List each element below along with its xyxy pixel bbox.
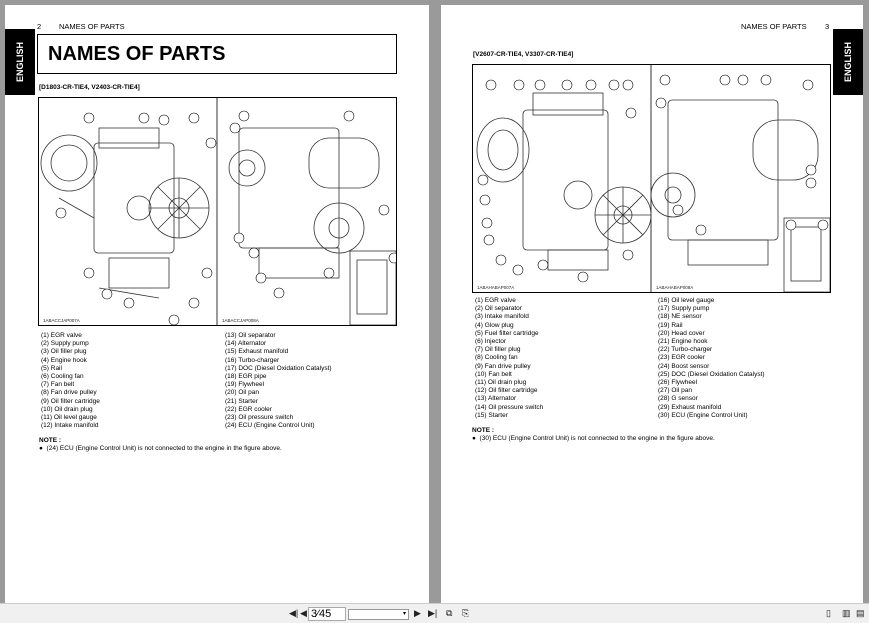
list-item: (13) Oil separator (225, 332, 276, 339)
list-item: (11) Oil level gauge (41, 414, 97, 422)
list-item: (11) Oil drain plug (475, 379, 527, 387)
list-item: (22) EGR cooler (225, 405, 272, 413)
list-item: (1) EGR valve (475, 297, 516, 304)
single-page-view-icon[interactable]: ▯ (826, 608, 831, 618)
list-item: (21) Starter (225, 397, 258, 405)
list-item: (26) Flywheel (658, 379, 698, 387)
list-item: (25) DOC (Diesel Oxidation Catalyst) (658, 370, 765, 378)
engine-illustration (39, 98, 397, 326)
engine-illustration (473, 65, 831, 293)
list-item: (2) Supply pump (41, 340, 89, 348)
running-header: NAMES OF PARTS (59, 22, 125, 31)
model-heading: [V2607-CR-TIE4, V3307-CR-TIE4] (473, 51, 574, 58)
list-item: (20) Head cover (658, 329, 705, 337)
parts-list (475, 297, 838, 420)
figure-code-left: 1ABACCJAP007A (43, 318, 80, 323)
list-item: (8) Fan drive pulley (41, 389, 97, 397)
chevron-down-icon: ▾ (402, 611, 406, 617)
list-item: (10) Oil drain plug (41, 405, 93, 413)
figure-code-right: 1ABACCJAP008A (222, 318, 259, 323)
list-item: (5) Rail (41, 364, 62, 372)
page-select-dropdown[interactable] (348, 609, 409, 620)
list-item: (23) Oil pressure switch (225, 414, 294, 422)
list-item: (16) Oil level gauge (658, 297, 715, 304)
figure-code-right: 1ABAHABAP008A (656, 285, 694, 290)
parts-column-1 (41, 332, 225, 430)
running-header: NAMES OF PARTS (741, 22, 807, 31)
list-item: (18) NE sensor (658, 313, 702, 321)
list-item: (14) Oil pressure switch (475, 403, 544, 411)
list-item: (27) Oil pan (658, 387, 692, 395)
list-item: (15) Exhaust manifold (225, 348, 289, 356)
page-number: 3 (825, 22, 830, 31)
list-item: (17) DOC (Diesel Oxidation Catalyst) (225, 364, 332, 372)
parts-column-1 (475, 297, 658, 420)
note-label: NOTE : (472, 427, 495, 434)
next-page-button[interactable]: ▶ (414, 608, 421, 618)
list-item: (5) Fuel filter cartridge (475, 329, 539, 337)
page-title: NAMES OF PARTS (37, 34, 397, 74)
list-item: (1) EGR valve (41, 332, 82, 339)
copy-icon[interactable]: ⎘ (462, 608, 470, 618)
list-item: (12) Intake manifold (41, 422, 99, 430)
list-item: (13) Alternator (475, 395, 517, 403)
list-item: (7) Fan belt (41, 381, 75, 389)
list-item: (9) Oil filter cartridge (41, 397, 100, 405)
list-item: (24) ECU (Engine Control Unit) (225, 422, 315, 430)
engine-figure (472, 64, 831, 293)
language-tab: ENGLISH (5, 29, 35, 95)
list-item: (18) EGR pipe (225, 373, 267, 381)
note-label: NOTE : (39, 437, 62, 444)
model-heading: [D1803-CR-TIE4, V2403-CR-TIE4] (39, 84, 140, 91)
continuous-view-icon[interactable]: ▤ (856, 608, 865, 618)
parts-column-2 (658, 297, 838, 420)
list-item: (22) Turbo-charger (658, 346, 713, 354)
list-item: (23) EGR cooler (658, 354, 705, 362)
language-tab: ENGLISH (833, 29, 863, 95)
list-item: (24) Boost sensor (658, 362, 710, 370)
list-item: (17) Supply pump (658, 305, 710, 313)
first-page-button[interactable]: ◀| (289, 608, 299, 618)
list-item: (4) Engine hook (41, 356, 87, 364)
list-item: (6) Injector (475, 338, 507, 346)
list-item: (20) Oil pan (225, 389, 259, 397)
list-item: (30) ECU (Engine Control Unit) (658, 411, 748, 419)
parts-list (41, 332, 405, 430)
list-item: (29) Exhaust manifold (658, 403, 722, 411)
list-item: (21) Engine hook (658, 338, 708, 346)
page-number-input[interactable]: 3⁄45 (308, 607, 346, 621)
figure-code-left: 1ABAHABAP007A (477, 285, 515, 290)
note-text: ● (30) ECU (Engine Control Unit) is not connected to the engine in the figure above. (472, 435, 715, 442)
list-item: (19) Rail (658, 321, 683, 329)
list-item: (3) Oil filler plug (41, 348, 87, 356)
list-item: (14) Alternator (225, 340, 267, 348)
engine-figure (38, 97, 397, 326)
list-item: (28) G sensor (658, 395, 698, 403)
note-text: ● (24) ECU (Engine Control Unit) is not connected to the engine in the figure above. (39, 445, 282, 452)
list-item: (10) Fan belt (475, 370, 512, 378)
list-item: (6) Cooling fan (41, 373, 84, 381)
list-item: (8) Cooling fan (475, 354, 518, 362)
page-number: 2 (37, 22, 42, 31)
last-page-button[interactable]: ▶| (428, 608, 438, 618)
list-item: (3) Intake manifold (475, 313, 529, 321)
two-page-view-icon[interactable]: ▥ (842, 608, 851, 618)
list-item: (19) Flywheel (225, 381, 265, 389)
list-item: (2) Oil separator (475, 305, 522, 313)
document-page-right (441, 5, 863, 603)
viewer-toolbar (0, 603, 869, 623)
document-page-left (5, 5, 429, 603)
prev-page-button[interactable]: ◀ (300, 608, 307, 618)
list-item: (7) Oil filler plug (475, 346, 521, 354)
list-item: (9) Fan drive pulley (475, 362, 531, 370)
list-item: (12) Oil filter cartridge (475, 387, 538, 395)
list-item: (16) Turbo-charger (225, 356, 280, 364)
fit-page-icon[interactable]: ⧉ (446, 608, 453, 618)
list-item: (15) Starter (475, 411, 508, 419)
parts-column-2 (225, 332, 405, 430)
list-item: (4) Glow plug (475, 321, 514, 329)
